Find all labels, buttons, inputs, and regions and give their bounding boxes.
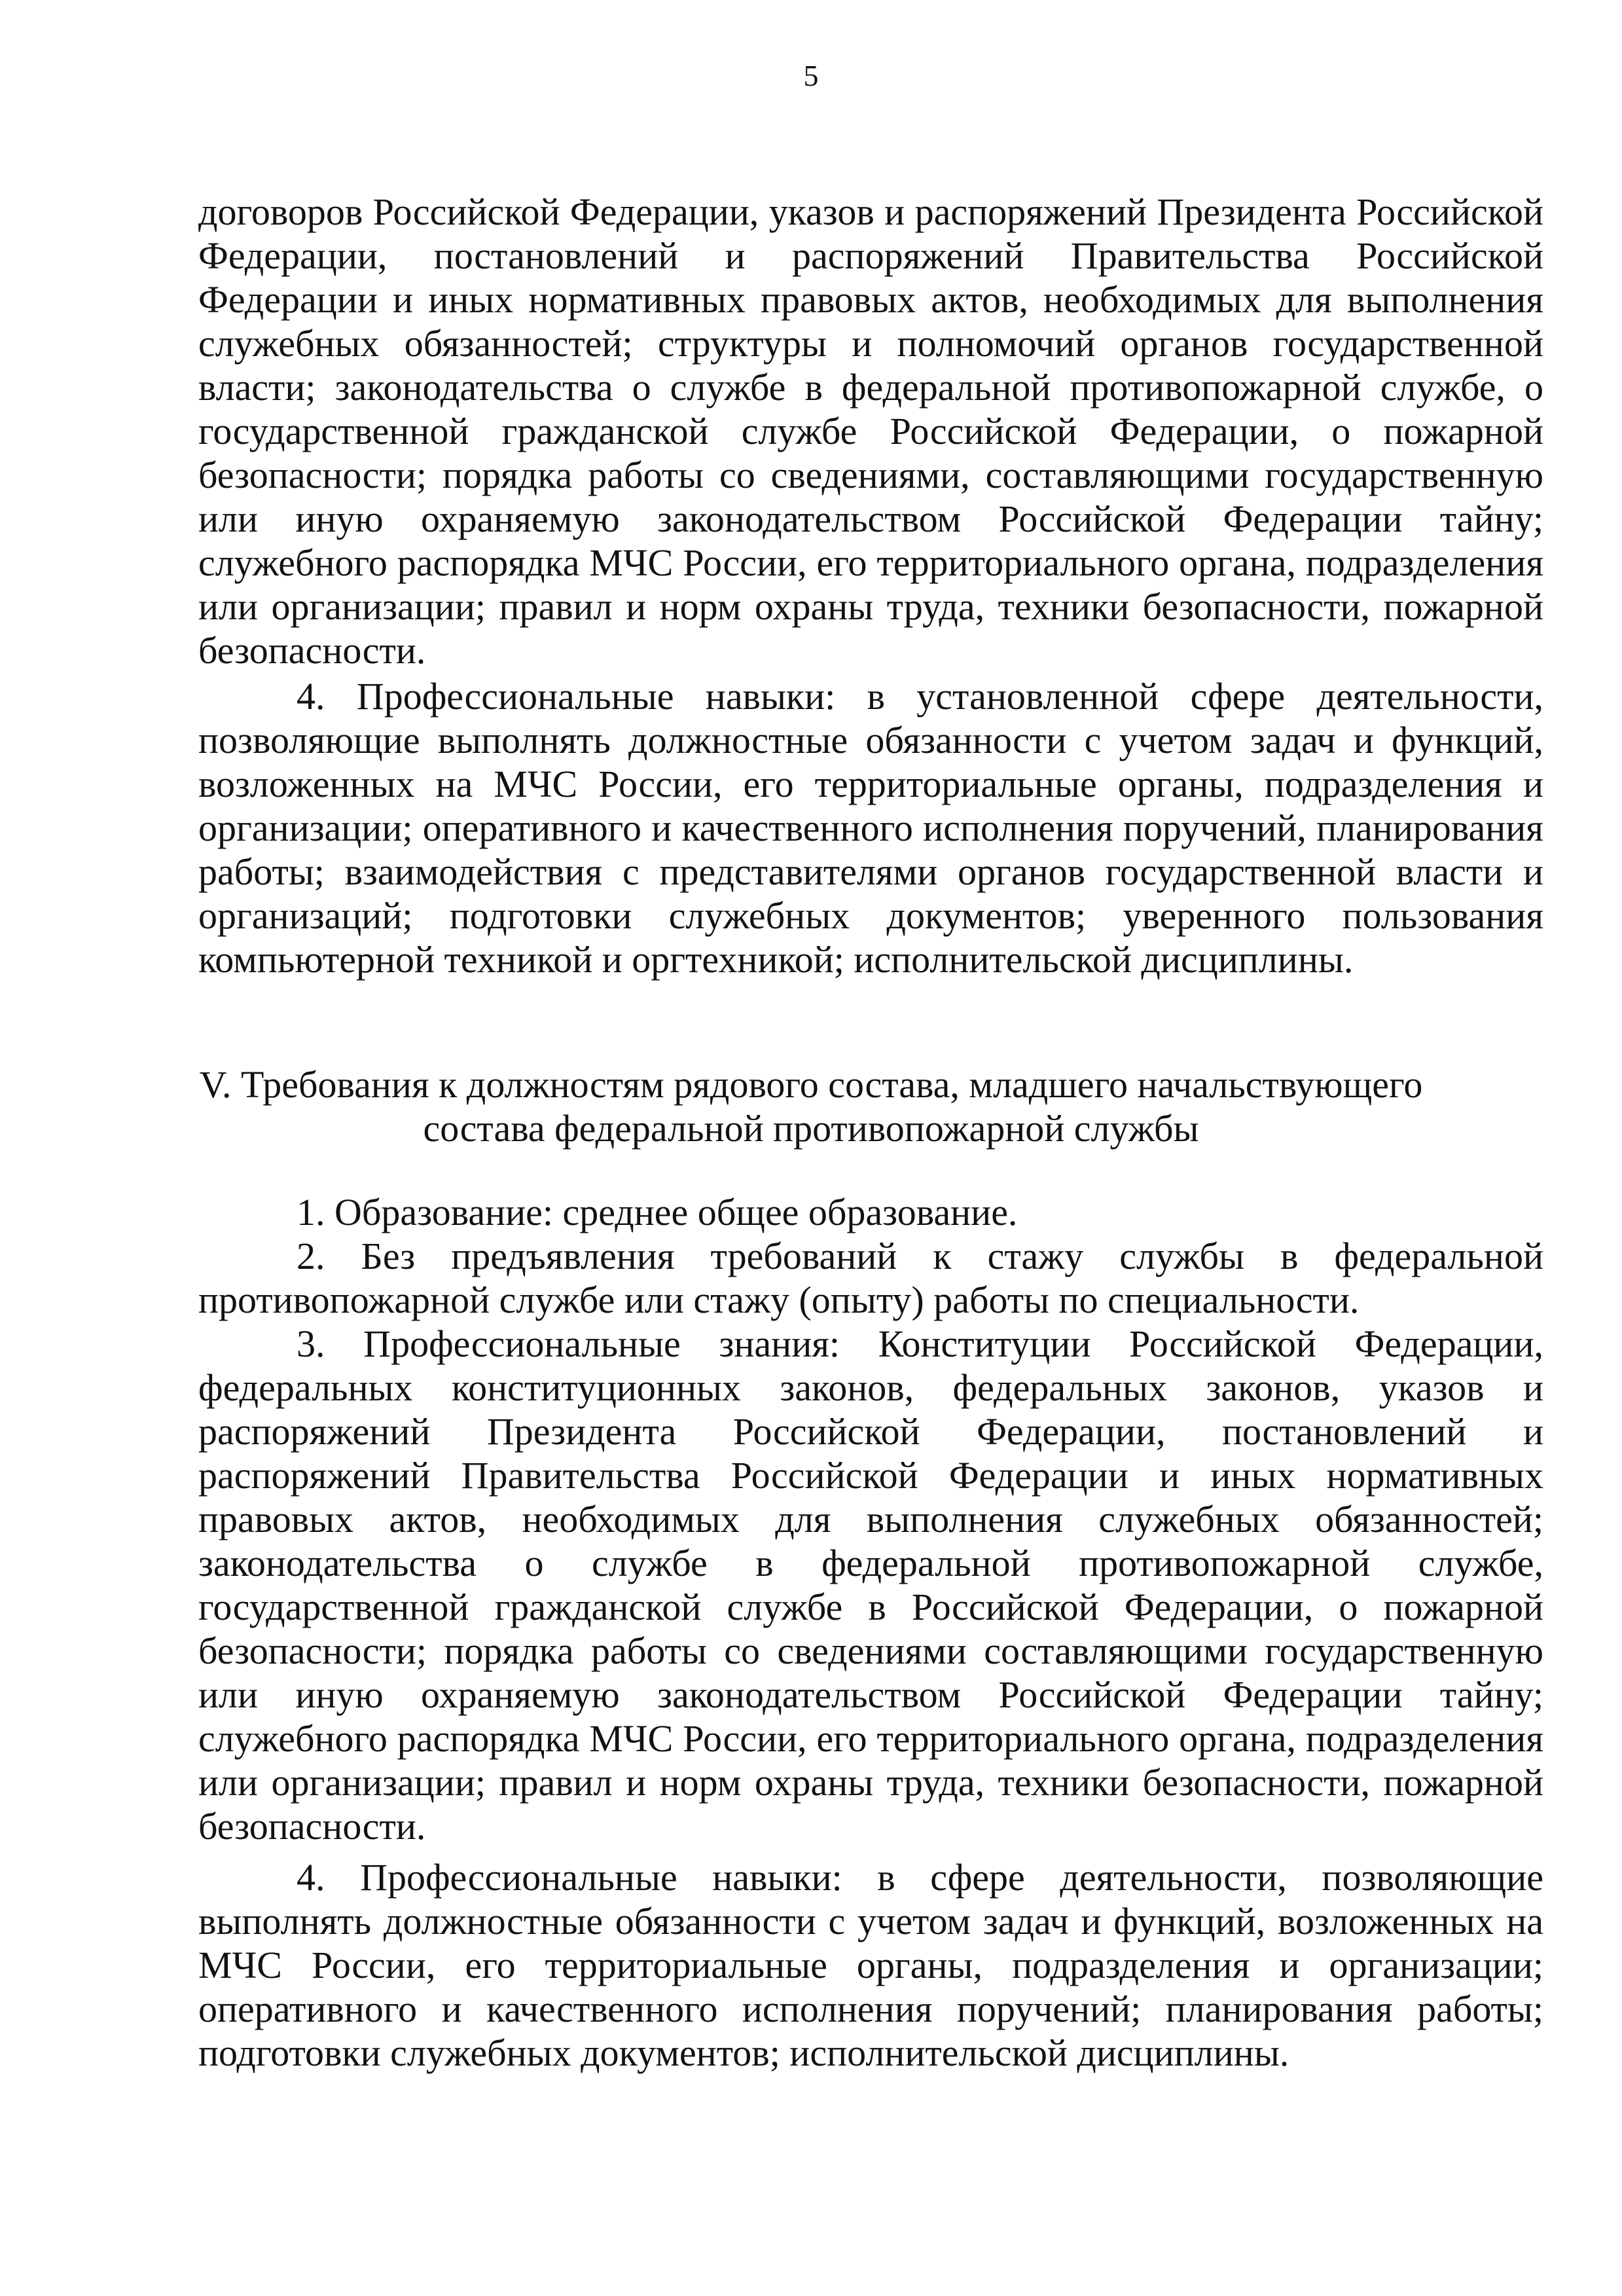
- paragraph-continued: договоров Российской Федерации, указов и распоряжений Президента Российской Федерации, постановлений и распоряжений Правительства Российской Федерации и иных нормативных правовых актов, необходимых для выполнения служебных обязанностей; структуры и полномочий органов государственной власти; законодательства о службе в федеральной противопожарной службе, о государственной гражданской службе Российской Федерации, о пожарной безопасности; порядка работы со сведениями, составляющими государственную или иную охраняемую законодательством Российской Федерации тайну; служебного распорядка МЧС России, его территориального органа, подразделения или организации; правил и норм охраны труда, техники безопасности, пожарной безопасности.: [198, 191, 1543, 672]
- item-service-experience: 2. Без предъявления требований к стажу службы в федеральной противопожарной службе или стажу (опыту) работы по специальности.: [198, 1235, 1543, 1321]
- section-heading: [170, 1063, 1452, 1150]
- text-block-skills: [198, 674, 1543, 981]
- item-professional-skills: 4. Профессиональные навыки: в сфере деятельности, позволяющие выполнять должностные обязанности с учетом задач и функций, возложенных на МЧС России, его территориальные органы, подразделения и организации; оперативного и качественного исполнения поручений; планирования работы; подготовки служебных документов; исполнительской дисциплины.: [198, 1856, 1543, 2074]
- section-heading-line-1: V. Требования к должностям рядового состава, младшего начальствующего: [199, 1063, 1423, 1106]
- text-block-requirements: [198, 1190, 1543, 1848]
- item-education: 1. Образование: среднее общее образование.: [297, 1191, 1018, 1233]
- item-professional-knowledge: 3. Профессиональные знания: Конституции Российской Федерации, федеральных конституционных законов, федеральных законов, указов и распоряжений Президента Российской Федерации, постановлений и распоряжений Правительства Российской Федерации и иных нормативных правовых актов, необходимых для выполнения служебных обязанностей; законодательства о службе в федеральной противопожарной службе, государственной гражданской службе в Российской Федерации, о пожарной безопасности; порядка работы со сведениями составляющими государственную или иную охраняемую законодательством Российской Федерации тайну; служебного распорядка МЧС России, его территориального органа, подразделения или организации; правил и норм охраны труда, техники безопасности, пожарной безопасности.: [198, 1322, 1543, 1848]
- section-heading-line-2: состава федеральной противопожарной службы: [423, 1107, 1199, 1150]
- page-number: 5: [803, 59, 819, 92]
- text-block-skills-2: [198, 1855, 1543, 2075]
- paragraph-professional-skills: 4. Профессиональные навыки: в установленной сфере деятельности, позволяющие выполнять должностные обязанности с учетом задач и функций, возложенных на МЧС России, его территориальные органы, подразделения и организации; оперативного и качественного исполнения поручений, планирования работы; взаимодействия с представителями органов государственной власти и организаций; подготовки служебных документов; уверенного пользования компьютерной техникой и оргтехникой; исполнительской дисциплины.: [198, 675, 1543, 981]
- text-block-continued: [198, 190, 1543, 672]
